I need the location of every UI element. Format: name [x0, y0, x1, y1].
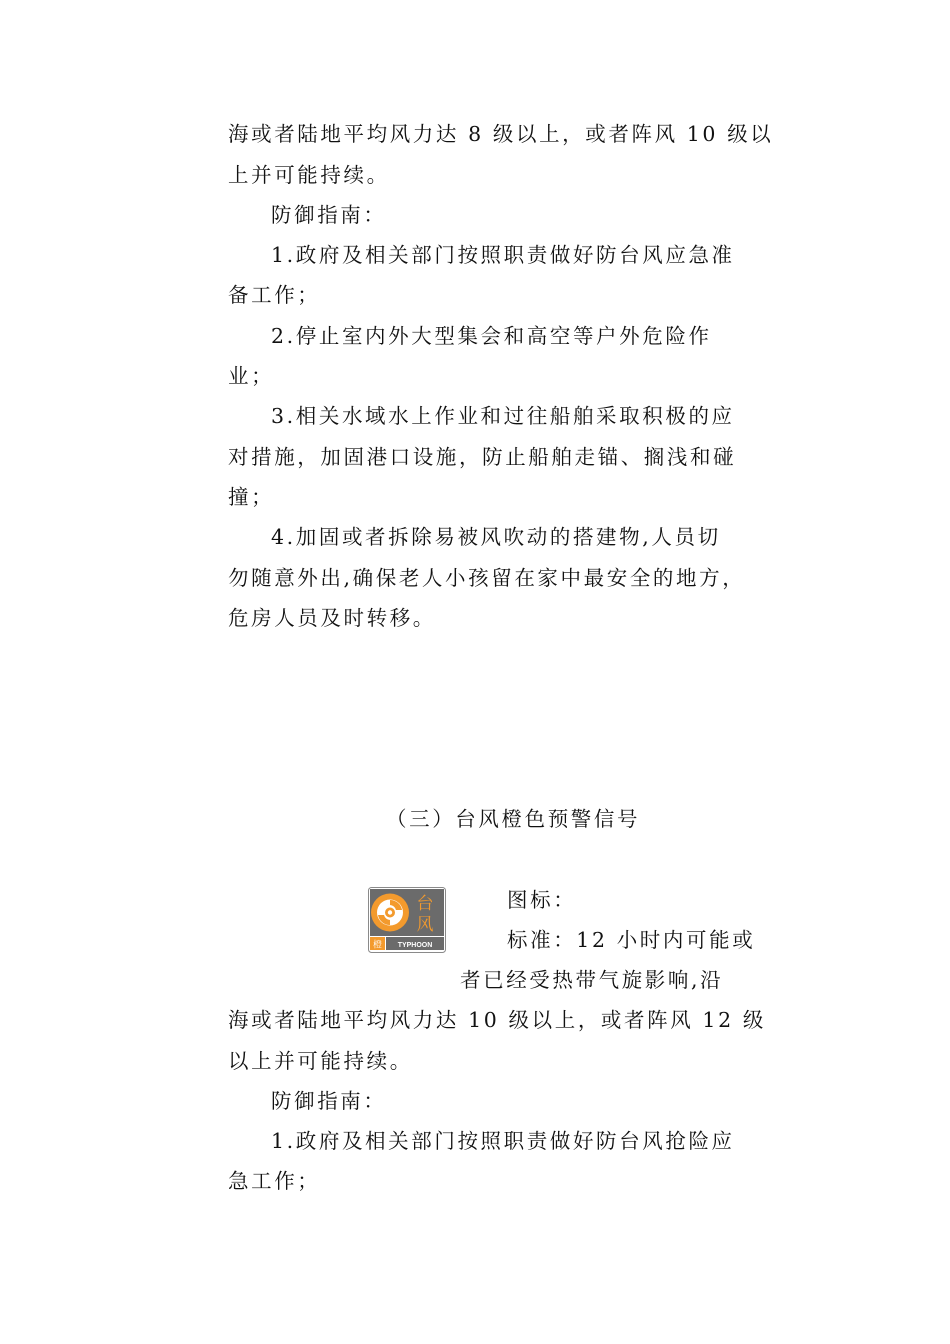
section1-item-4-line-1: 4.加固或者拆除易被风吹动的搭建物,人员切 [271, 525, 721, 549]
section1-item-1-line-2: 备工作； [228, 283, 321, 307]
section1-item-3-line-1: 3.相关水域水上作业和过往船舶采取积极的应 [271, 404, 735, 428]
section1-standard-line-1: 海或者陆地平均风力达 8 级以上，或者阵风 10 级以 [228, 122, 774, 146]
section2-standard-line-1: 标准：12 小时内可能或 [507, 928, 756, 952]
icon-char-feng: 风 [416, 915, 434, 935]
section1-item-4-line-3: 危房人员及时转移。 [228, 606, 436, 630]
section1-standard-line-2: 上并可能持续。 [228, 163, 390, 187]
section1-item-2-line-2: 业； [228, 364, 275, 388]
icon-char-tai: 台 [416, 894, 434, 914]
icon-typhoon-label: TYPHOON [397, 942, 433, 949]
section1-item-3-line-3: 撞； [228, 485, 275, 509]
section1-item-2-line-1: 2.停止室内外大型集会和高空等户外危险作 [271, 324, 712, 348]
section1-item-3-line-2: 对措施，加固港口设施，防止船舶走锚、搁浅和碰 [228, 445, 737, 469]
section2-standard-line-4: 以上并可能持续。 [228, 1049, 413, 1073]
section2-item-1-line-2: 急工作； [228, 1169, 321, 1193]
section1-item-4-line-2: 勿随意外出,确保老人小孩留在家中最安全的地方， [228, 566, 746, 590]
typhoon-orange-warning-icon [368, 887, 446, 953]
section2-icon-label: 图标： [507, 888, 577, 912]
section1-guide-label: 防御指南： [271, 203, 387, 227]
icon-level-char: 橙 [372, 940, 383, 951]
section2-heading: （三）台风橙色预警信号 [386, 807, 641, 831]
section1-item-1-line-1: 1.政府及相关部门按照职责做好防台风应急准 [271, 243, 735, 267]
section2-standard-line-3: 海或者陆地平均风力达 10 级以上，或者阵风 12 级 [228, 1008, 766, 1032]
section2-standard-line-2: 者已经受热带气旋影响,沿 [460, 968, 724, 992]
section2-item-1-line-1: 1.政府及相关部门按照职责做好防台风抢险应 [271, 1129, 735, 1153]
section2-guide-label: 防御指南： [271, 1089, 387, 1113]
